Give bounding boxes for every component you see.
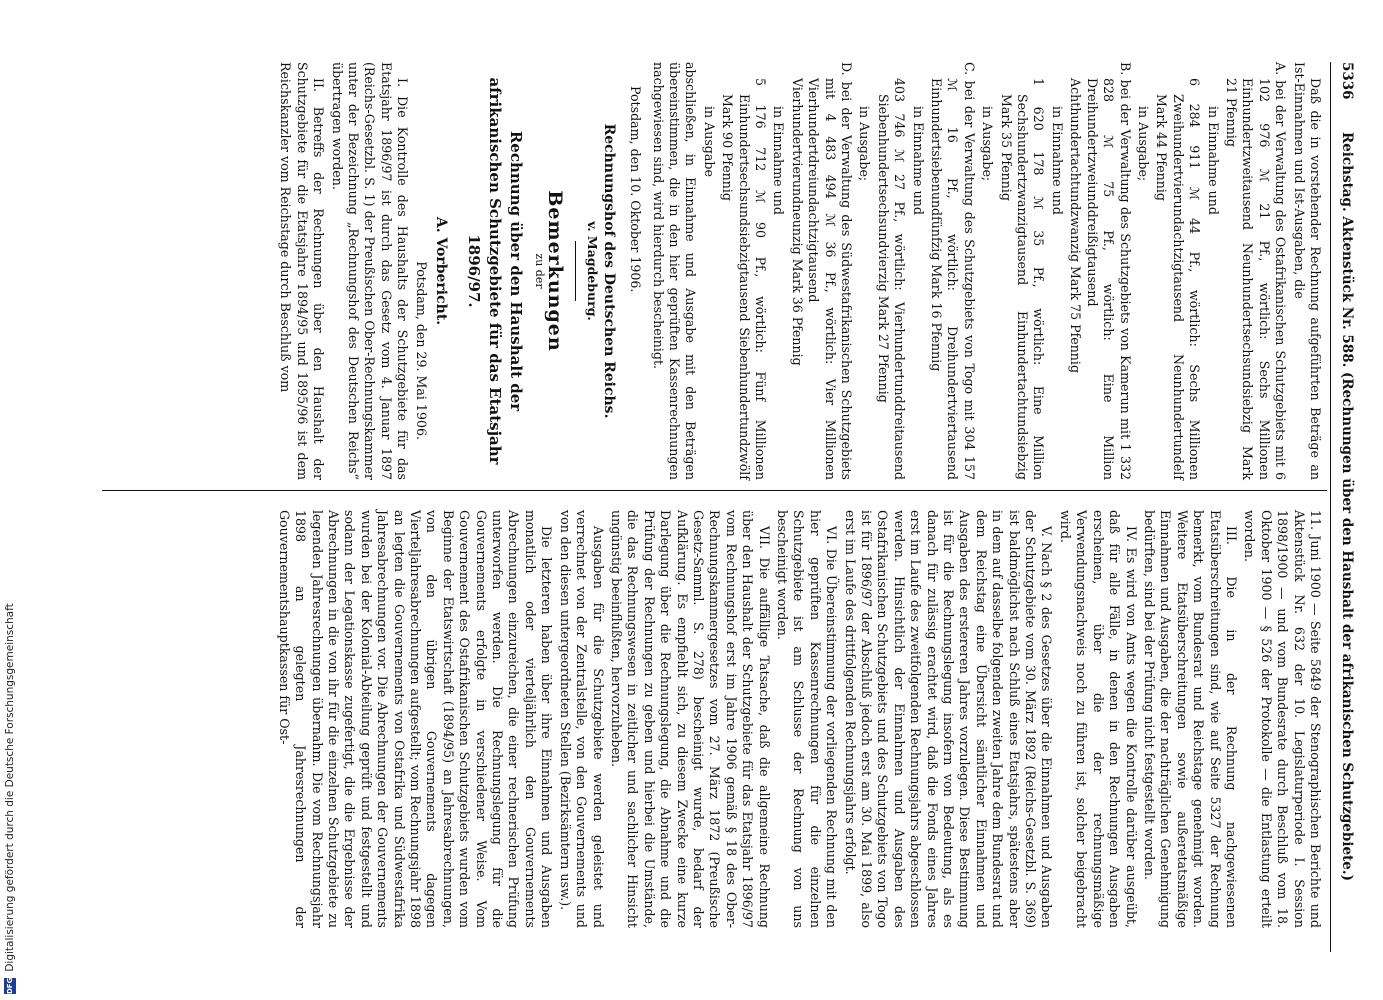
digitization-footer (0, 603, 20, 1000)
right-paragraph-3: IV. Es wird von Amts wegen die Kontrolle darüber ausgeübt, daß für alle Fälle, in denen in den Rechnungen Ausgaben erscheinen, über die der rechnungsmäßige Verwendungsnachweis noch zu führen ist, solcher beigebracht wird. (1057, 510, 1139, 928)
item-d-income-label: in Einnahme und (771, 106, 787, 215)
item-a-expense: 6 284 911 ℳ 44 Pf., wörtlich: Sechs Millionen Zweihundertvierundachtzigtausend Neunhundertundelf Mark 44 Pfennig (1154, 78, 1203, 480)
dfg-logo: DFG (6, 977, 14, 994)
item-d-expense: 5 176 712 ℳ 90 Pf., wörtlich: Fünf Millionen Einhundertsechsundsiebzigtausend Siebenhundertundzwölf Mark 90 Pfennig (720, 78, 768, 480)
page-header (1335, 62, 1355, 952)
vorbericht-paragraph-2: II. Betreffs der Rechnungen über den Haushalt der Schutzgebiete für die Etatsjahre 1894/95 und 1895/96 ist dem Reichskanzler vom Reichstage durch Beschluß vom (278, 62, 327, 480)
vorbericht-paragraph-1: I. Die Kontrolle des Haushalts der Schutzgebiete für das Etatsjahr 1896/97 ist durch das Gesetz vom 4. Januar 1897 (Reichs-Gesetzbl. S. 1) der Preußischen Ober-Rechnungskammer unter der Bezeichnung „Rechnungshof des Deutschen Reichs“ übertragen worden. (329, 62, 411, 480)
item-c-expense: 403 746 ℳ 27 Pf., wörtlich: Vierhundertunddreitausend Siebenhundertsechsundvierzig Mark 27 Pfennig (875, 78, 908, 480)
item-d: D. bei der Verwaltung des Südwestafrikanischen Schutzgebiets mit 4 483 494 ℳ 36 Pf., wörtlich: Vier Millionen Vierhundertdreiundachtzigtausend Vierhundertvierundneunzig Mark 36 Pfennig (789, 62, 855, 480)
right-paragraph-7: Ausgaben für die Schutzgebiete werden geleistet und verrechnet von der Zentralstelle, von den Gouvernements und von den diesen untergeordneten Stellen (Bezirksämtern usw.). (557, 510, 606, 928)
right-column (273, 510, 1323, 928)
intro-paragraph: Daß die in vorstehender Rechnung aufgeführten Beträge an Ist-Einnahmen und Ist-Ausgaben, die (1291, 62, 1323, 480)
item-c-expense-label: in Ausgabe; (857, 106, 873, 182)
item-c: C. bei der Verwaltung des Schutzgebiets von Togo mit 304 157 ℳ 16 Pf., wörtlich: Dreihundertviertausend Einhundertsiebenundfünfzig Mark 16 Pfennig (929, 62, 977, 480)
conclusion-paragraph: abschließen, in Einnahme und Ausgabe mit den Beträgen übereinstimmen, die in den hier geprüften Kassenrechnungen nachgewiesen sind, wird hierdurch bescheinigt. (650, 62, 699, 480)
item-c-income-label: in Einnahme und (910, 106, 926, 215)
right-paragraph-4: V. Nach § 2 des Gesetzes über die Einnahmen und Ausgaben der Schutzgebiete vom 30. März 1892 (Reichs-Gesetzbl. S. 369) ist baldmöglichst nach Schluß eines Etatsjahrs, spätestens aber in dem auf dasselbe folgenden zweiten Jahre dem Bundesrat und dem Reichstag eine Übersicht sämtlicher Einnahmen und Ausgaben des erstereren Jahres vorzulegen. Diese Bestimmung ist für die Rechnungslegung insofern von Bedeutung, als es danach für zulässig erachtet wird, daß die Fonds eines Jahres erst im Laufe des zweitfolgenden Rechnungsjahrs abgeschlossen werden. Hinsichtlich der Einnahmen und Ausgaben des Ostafrikanischen Schutzgebiets und des Schutzgebiets von Togo ist für 1896/97 der Abschluß jedoch erst am 30. Mai 1899, also erst im Laufe des drittfolgenden Rechnungsjahrs erfolgt. (842, 510, 1055, 928)
place-date: Potsdam, den 10. Oktober 1906. (628, 86, 644, 293)
item-b-income-label: in Einnahme und (1049, 106, 1065, 215)
page-title: Reichstag. Aktenstück Nr. 588. (Rechnungen über den Haushalt der afrikanischen Schutzgebiete.) (1339, 132, 1355, 881)
item-d-expense-label: in Ausgabe (701, 106, 717, 177)
right-paragraph-8: Die letzteren haben über ihre Einnahmen und Ausgaben monatlich oder vierteljährlich den Gouvernements Abrechnungen einzureichen, die einer rechnerischen Prüfung unterworfen werden. Die Rechnungslegung für die Gouvernements erfolgte in verschiedener Weise. Vom Gouvernement des Ostafrikanischen Schutzgebiets wurden vom Beginne der Etatswirtschaft (1894/95) an Jahresabrechnungen, von den übrigen Gouvernements dagegen Vierteljahresabrechnungen aufgestellt; vom Rechnungsjahr 1898 an legten die Gouvernements von Ostafrika und Südwestafrika Jahresabrechnungen vor. Die Abrechnungen der Gouvernements wurden bei der Kolonial-Abteilung geprüft und festgestellt und sodann der Legationskasse zugefertigt, die die Ergebnisse der Abrechnungen in die von ihr für die einzelnen Schutzgebiete zu legenden Jahresrechnungen übernahm. Die vom Rechnungsjahr 1898 an gelegten Jahresrechnungen der Gouvernementshauptkassen für Ost- (276, 510, 555, 928)
footer-text: Digitalisierung gefördert durch die Deutsche Forschungsgemeinschaft (4, 603, 16, 972)
section-divider (575, 241, 576, 301)
item-a: A. bei der Verwaltung des Ostafrikanischen Schutzgebiets mit 6 102 976 ℳ 21 Pf., wörtlich: Sechs Millionen Einhundertzweitausend Neunhundertsechsundsiebzig Mark 21 Pfennig (1223, 62, 1289, 480)
left-column (275, 62, 1323, 480)
page-number: 5336 (1339, 62, 1355, 100)
right-paragraph-6: VII. Die auffällige Tatsache, daß die allgemeine Rechnung über den Haushalt der Schutzgebiete für das Etatsjahr 1896/97 vom Rechnungshof erst im Jahre 1906 gemäß § 18 des Ober-Rechnungskammergesetzes vom 27. März 1872 (Preußische Gesetz-Samml. S. 278) bescheinigt wurde, bedarf der Aufklärung. Es empfiehlt sich, zu diesem Zwecke eine kurze Darlegung über die Rechnungslegung, die Abnahme und die Prüfung der Rechnungen zu geben und hierbei die Umstände, die das Rechnungswesen in zeitlicher und sachlicher Hinsicht ungünstig beeinflußten, hervorzuheben. (608, 510, 772, 928)
right-paragraph-5: VI. Die Übereinstimmung der vorliegenden Rechnung mit den hier geprüften Kassenrechnungen für die einzelnen Schutzgebiete ist am Schlusse der Rechnung von uns bescheinigt worden. (775, 510, 840, 928)
item-b-expense: 1 620 178 ℳ 35 Pf., wörtlich: Eine Million Sechshundertzwanzigtausend Einhundertachtundsiebzig Mark 35 Pfennig (998, 78, 1047, 480)
item-b-expense-label: in Ausgabe; (980, 106, 996, 182)
item-b: B. bei der Verwaltung des Schutzgebiets von Kamerun mit 1 332 828 ℳ 75 Pf., wörtlich: Eine Million Dreihundertzweiunddreißigtausend Achthundertachtundzwanzig Mark 75 Pfennig (1068, 62, 1133, 480)
section-a-heading: A. Vorbericht. (433, 216, 450, 326)
column-divider (102, 490, 1327, 491)
signature: v. Magdeburg. (585, 221, 601, 321)
remarks-heading: Bemerkungen (543, 190, 566, 352)
right-paragraph-2: III. Die in der Rechnung nachgewiesenen Etatsüberschreitungen sind, wie auf Seite 5327 der Rechnung bemerkt, vom Bundesrat und Reichstage genehmigt worden. Weitere Etatsüberschreitungen sowie außeretatsmäßige Einnahmen und Ausgaben, die der nachträglichen Genehmigung bedürften, sind bei der Prüfung nicht festgestellt worden. (1141, 510, 1239, 928)
vorbericht-date: Potsdam, den 29. Mai 1906. (413, 261, 429, 440)
item-a-expense-label: in Ausgabe; (1135, 106, 1151, 182)
header-rule (1330, 62, 1331, 952)
zu-der-text: zu der (532, 253, 546, 289)
item-a-income-label: in Einnahme und (1205, 106, 1221, 215)
remarks-subtitle: Rechnung über den Haushalt der afrikanischen Schutzgebiete für das Etatsjahr 1896/97. (465, 77, 526, 465)
right-paragraph-1: 11. Juni 1900 — Seite 5849 der Stenographischen Berichte und Aktenstück Nr. 632 der 10. Legislaturperiode I. Session 1898/1900 — und vom Bundesrate durch Beschluß vom 18. Oktober 1900 — § 526 der Protokolle — die Entlastung erteilt worden. (1242, 510, 1323, 928)
document-page (78, 0, 1383, 1000)
office-heading: Rechnungshof des Deutschen Reichs. (600, 123, 617, 419)
